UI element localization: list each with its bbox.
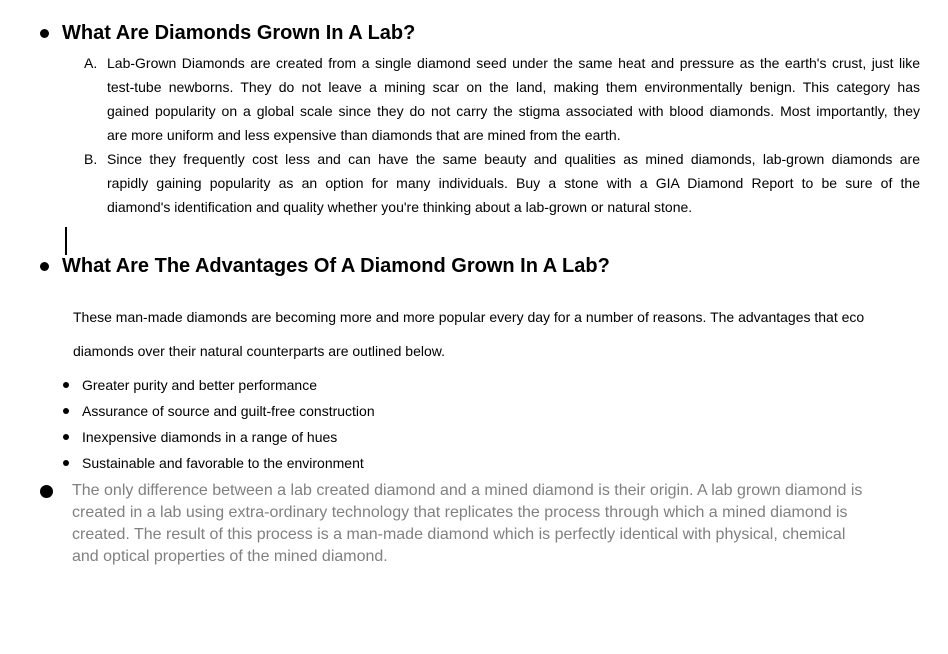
paragraph-line: Since they frequently cost less and can have the same beauty and qualities as mined diamonds, lab-grown diamonds are (107, 151, 920, 167)
section-1-heading-row (40, 23, 920, 43)
bullet-icon (63, 434, 69, 440)
paragraph-line: The only difference between a lab created diamond and a mined diamond is their origin. A lab grown diamond is (72, 482, 863, 499)
list-item (40, 424, 920, 450)
list-marker-a: A. (84, 55, 98, 71)
paragraph-line: These man-made diamonds are becoming more and more popular every day for a number of reasons. The advantages that eco (73, 309, 865, 325)
paragraph-line: created in a lab using extra-ordinary technology that replicates the process through which a mined diamond is (72, 504, 848, 521)
note-text (72, 480, 920, 568)
section-1-heading: What Are Diamonds Grown In A Lab? (62, 22, 416, 44)
bullet-icon (63, 460, 69, 466)
paragraph-line: are more uniform and less expensive than diamonds that are mined from the earth. (107, 127, 621, 143)
bullet-icon (40, 29, 49, 38)
list-item-text: Inexpensive diamonds in a range of hues (82, 429, 338, 445)
section-2-heading-row (40, 256, 920, 276)
text-caret (65, 227, 67, 255)
list-item (40, 398, 920, 424)
list-item-a (40, 51, 920, 147)
paragraph-line: diamonds over their natural counterparts are outlined below. (73, 343, 445, 359)
list-item (40, 450, 920, 476)
list-item-b (40, 147, 920, 219)
list-item-text: Assurance of source and guilt-free construction (82, 403, 375, 419)
lettered-list (40, 51, 920, 219)
advantages-list (40, 372, 920, 476)
list-item-a-text (107, 51, 920, 147)
paragraph-line: and optical properties of the mined diamond. (72, 548, 388, 565)
list-item (40, 372, 920, 398)
note-paragraph (40, 480, 920, 568)
list-item-text: Sustainable and favorable to the environment (82, 455, 364, 471)
bullet-icon (40, 485, 53, 498)
paragraph-line: Lab-Grown Diamonds are created from a single diamond seed under the same heat and pressure as the earth's crust, just like (107, 55, 920, 71)
bullet-icon (40, 262, 49, 271)
bullet-icon (63, 382, 69, 388)
paragraph-line: created. The result of this process is a man-made diamond which is perfectly identical with physical, chemical (72, 526, 846, 543)
paragraph-line: diamond's identification and quality whether you're thinking about a lab-grown or natural stone. (107, 199, 693, 215)
paragraph-line: gained popularity on a global scale since they do not carry the stigma associated with blood diamonds. Most importantly, they (107, 103, 920, 119)
list-item-text: Greater purity and better performance (82, 377, 318, 393)
list-item-b-text (107, 147, 920, 219)
section-2-heading: What Are The Advantages Of A Diamond Grown In A Lab? (62, 255, 610, 277)
empty-line (40, 225, 920, 255)
list-marker-b: B. (84, 151, 98, 167)
bullet-icon (63, 408, 69, 414)
paragraph-line: test-tube newborns. They do not leave a mining scar on the land, making them environmentally benign. This category has (107, 79, 920, 95)
paragraph-line: rapidly gaining popularity as an option for many individuals. Buy a stone with a GIA Diamond Report to be sure of the (107, 175, 920, 191)
intro-paragraph (73, 300, 920, 368)
